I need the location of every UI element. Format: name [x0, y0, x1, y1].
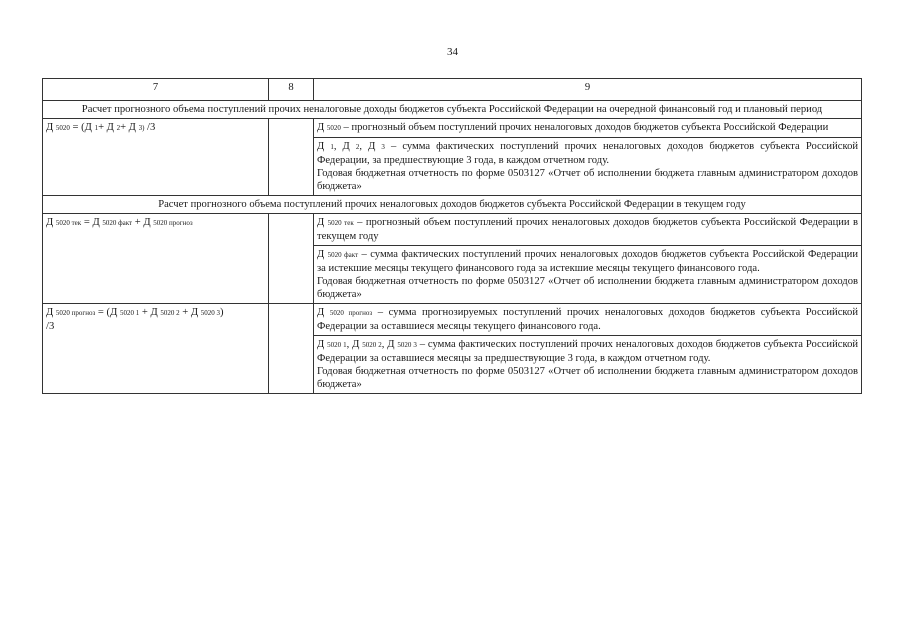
header-col-8: 8: [269, 79, 314, 101]
description-cell: [314, 138, 862, 196]
empty-cell: [269, 119, 314, 196]
desc-note: Годовая бюджетная отчетность по форме 0503127 «Отчет об исполнении бюджета главным администратором доходов бюджета»: [317, 366, 858, 390]
table-row: [43, 214, 862, 246]
formula-text: + Д: [120, 122, 139, 133]
desc-text: , Д: [381, 339, 398, 350]
formula-subscript: 5020 2: [160, 309, 180, 317]
desc-text: Д: [317, 307, 330, 318]
formula-text: /3: [46, 321, 55, 332]
formula-subscript: 5020 прогноз: [55, 309, 96, 317]
desc-text: , Д: [333, 141, 356, 152]
formula-subscript: 5020: [55, 124, 70, 132]
desc-text: – сумма прогнозируемых поступлений прочих неналоговых доходов бюджетов субъекта Российской Федерации за оставшиеся месяцы текущего финансового года.: [317, 307, 858, 332]
formula-subscript: 5020 факт: [102, 219, 133, 227]
desc-note: Годовая бюджетная отчетность по форме 0503127 «Отчет об исполнении бюджета главным администратором доходов бюджета»: [317, 168, 858, 192]
desc-text: – сумма фактических поступлений прочих неналоговых доходов бюджетов субъекта Российской Федерации за истекшие месяцы текущего финансового года за истекшие месяцы текущего финансового года.: [317, 249, 858, 274]
desc-subscript: 5020 прогноз: [329, 309, 373, 317]
desc-subscript: 2: [355, 143, 360, 151]
formula-text: + Д: [179, 307, 201, 318]
desc-text: – сумма фактических поступлений прочих неналоговых доходов бюджетов субъекта Российской Федерации за оставшиеся месяцы за предшествующие 3 года, в каждом отчетном году.: [317, 339, 859, 364]
desc-subscript: 5020 3: [397, 341, 417, 349]
formula-subscript: 3): [138, 124, 145, 132]
empty-cell: [269, 214, 314, 304]
empty-cell: [269, 304, 314, 394]
formula-annual: [43, 119, 269, 196]
formula-subscript: 5020 1: [119, 309, 140, 317]
page-number: 34: [447, 46, 458, 58]
formula-forecast: [43, 304, 269, 394]
desc-text: Д: [317, 217, 328, 228]
formula-text: /3: [144, 122, 156, 133]
desc-text: – сумма фактических поступлений прочих неналоговых доходов бюджетов субъекта Российской Федерации, за предшествующие 3 года, в каждом отчетном году.: [317, 141, 859, 166]
description-cell: [314, 214, 862, 246]
header-col-9: 9: [314, 79, 862, 101]
description-cell: [314, 336, 862, 394]
table-row: [43, 304, 862, 336]
desc-subscript: 5020 1: [327, 341, 347, 349]
section-1-title: Расчет прогнозного объема поступлений прочих неналоговые доходы бюджетов субъекта Российской Федерации на очередной финансовый год и плановый период: [43, 101, 862, 119]
formula-text: Д: [46, 307, 56, 318]
desc-text: Д: [317, 122, 327, 133]
formula-subscript: 5020 тек: [55, 219, 82, 227]
formula-text: + Д: [132, 217, 154, 228]
table-header-row: [43, 79, 862, 101]
description-cell: [314, 304, 862, 336]
desc-subscript: 5020 тек: [327, 219, 354, 227]
desc-subscript: 5020 2: [362, 341, 382, 349]
desc-subscript: 3: [381, 143, 385, 151]
formula-current: [43, 214, 269, 304]
header-col-7: 7: [43, 79, 269, 101]
description-cell: [314, 246, 862, 304]
section-2-title: Расчет прогнозного объема поступлений прочих неналоговых доходов бюджетов субъекта Российской Федерации в текущем году: [43, 196, 862, 214]
section-1-title-row: [43, 101, 862, 119]
formula-text: = (Д: [95, 307, 120, 318]
desc-subscript: 5020 факт: [327, 251, 359, 259]
description-cell: [314, 119, 862, 138]
formula-text: = Д: [81, 217, 103, 228]
desc-subscript: 1: [330, 143, 334, 151]
formula-subscript: 1: [94, 124, 99, 132]
formula-subscript: 5020 3: [200, 309, 221, 317]
desc-text: Д: [317, 339, 328, 350]
calculation-table: [42, 78, 862, 394]
formula-text: + Д: [139, 307, 161, 318]
desc-text: , Д: [346, 339, 363, 350]
desc-text: Д: [317, 141, 331, 152]
desc-text: – прогнозный объем поступлений прочих неналоговых доходов бюджетов субъекта Российской Федерации: [340, 122, 829, 133]
formula-subscript: 2: [116, 124, 121, 132]
formula-text: = (Д: [69, 122, 95, 133]
section-2-title-row: [43, 196, 862, 214]
table-row: [43, 119, 862, 138]
formula-subscript: 5020 прогноз: [153, 219, 193, 227]
desc-text: – прогнозный объем поступлений прочих неналоговых доходов бюджетов субъекта Российской Федерации в текущем году: [317, 217, 859, 242]
formula-text: Д: [46, 217, 56, 228]
formula-text: + Д: [98, 122, 117, 133]
formula-text: Д: [46, 122, 56, 133]
desc-subscript: 5020: [326, 124, 341, 132]
desc-text: , Д: [359, 141, 382, 152]
formula-text: ): [220, 307, 224, 318]
desc-note: Годовая бюджетная отчетность по форме 0503127 «Отчет об исполнении бюджета главным администратором доходов бюджета»: [317, 276, 858, 300]
desc-text: Д: [317, 249, 328, 260]
